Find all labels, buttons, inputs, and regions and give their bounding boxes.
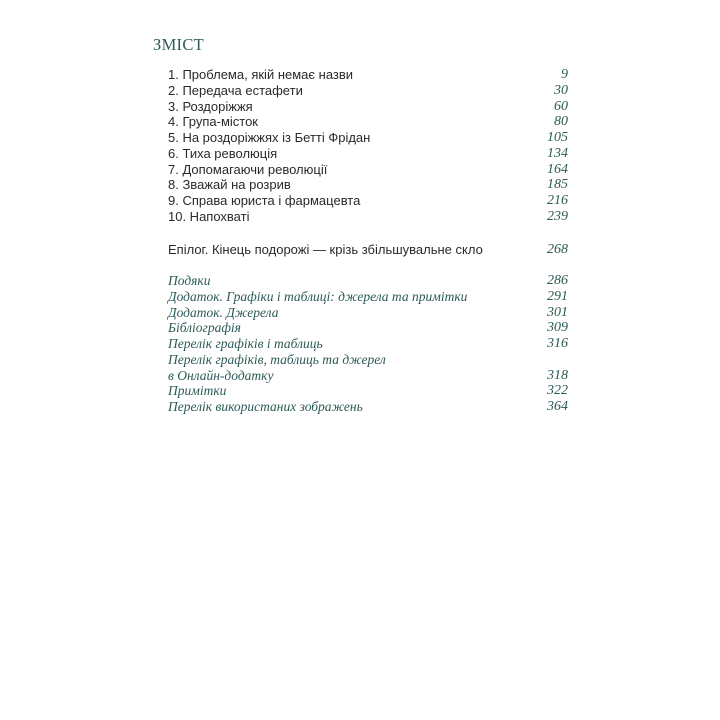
entry-page-number: 9 — [561, 67, 568, 82]
entry-page-number: 185 — [547, 177, 568, 193]
toc-entry — [168, 305, 568, 321]
entry-label: 8. Зважай на розрив — [168, 177, 291, 193]
entry-label: 10. Напохваті — [168, 208, 250, 224]
toc-title: ЗМІСТ — [153, 35, 205, 54]
entry-label: 2. Передача естафети — [168, 82, 303, 98]
toc-entry — [168, 242, 568, 258]
entry-label: 1. Проблема, якій немає назви — [168, 67, 354, 82]
entry-label: 7. Допомагаючи революції — [168, 161, 328, 177]
entry-page-number: 216 — [547, 193, 568, 208]
entry-label: 6. Тиха революція — [168, 145, 278, 161]
backmatter-list — [168, 273, 568, 415]
toc-entry — [168, 83, 568, 99]
entry-page-number: 309 — [547, 320, 568, 336]
entry-page-number: 364 — [547, 399, 568, 414]
entry-page-number: 105 — [547, 130, 568, 145]
entry-page-number: 322 — [547, 383, 568, 399]
entry-label: Примітки — [168, 383, 227, 399]
entry-page-number: 134 — [547, 145, 568, 161]
entry-label: 9. Справа юриста і фармацевта — [168, 193, 361, 208]
entry-label: Подяки — [168, 273, 211, 288]
entry-page-number: 301 — [547, 304, 568, 320]
entry-label: Епілог. Кінець подорожі — крізь збільшувальне скло — [168, 242, 483, 257]
entry-page-number: 291 — [547, 288, 568, 304]
entry-page-number: 30 — [554, 82, 568, 98]
toc-entry — [168, 336, 568, 352]
entry-page-number: 60 — [554, 98, 568, 114]
entry-page-number: 164 — [547, 161, 568, 177]
entry-page-number: 286 — [547, 273, 568, 288]
entry-label: Додаток. Графіки і таблиці: джерела та примітки — [168, 288, 468, 304]
toc-entry — [168, 114, 568, 130]
toc-entry — [168, 209, 568, 225]
toc-entry — [168, 146, 568, 162]
entry-page-number: 268 — [547, 242, 568, 257]
entry-page-number: 80 — [554, 114, 568, 130]
toc-entry — [168, 289, 568, 305]
toc-entry — [168, 368, 568, 384]
entry-label: 3. Роздоріжжя — [168, 98, 253, 114]
entry-label: Перелік графіків і таблиць — [168, 336, 323, 351]
entry-label: 4. Група-місток — [168, 114, 258, 130]
entry-label: Бібліографія — [168, 320, 241, 336]
toc-entry — [168, 67, 568, 83]
toc-entry — [168, 320, 568, 336]
entry-page-number: 318 — [547, 367, 568, 383]
toc-entry — [168, 162, 568, 178]
toc-entry — [168, 193, 568, 209]
entry-page-number: 316 — [547, 336, 568, 351]
entry-label: в Онлайн-додатку — [168, 367, 274, 383]
toc-entry — [168, 177, 568, 193]
entry-label: Перелік використаних зображень — [168, 399, 363, 414]
toc-entry — [168, 383, 568, 399]
entry-label: 5. На роздоріжжях із Бетті Фрідан — [168, 130, 371, 145]
entry-label: Додаток. Джерела — [168, 304, 279, 320]
toc-entry — [168, 399, 568, 415]
chapter-list — [168, 67, 568, 225]
entry-page-number: 239 — [547, 208, 568, 224]
toc-entry — [168, 273, 568, 289]
entry-label: Перелік графіків, таблиць та джерел — [168, 351, 386, 367]
toc-entry — [168, 99, 568, 115]
epilogue-entry — [168, 242, 568, 258]
toc-entry — [168, 352, 568, 368]
toc-entry — [168, 130, 568, 146]
